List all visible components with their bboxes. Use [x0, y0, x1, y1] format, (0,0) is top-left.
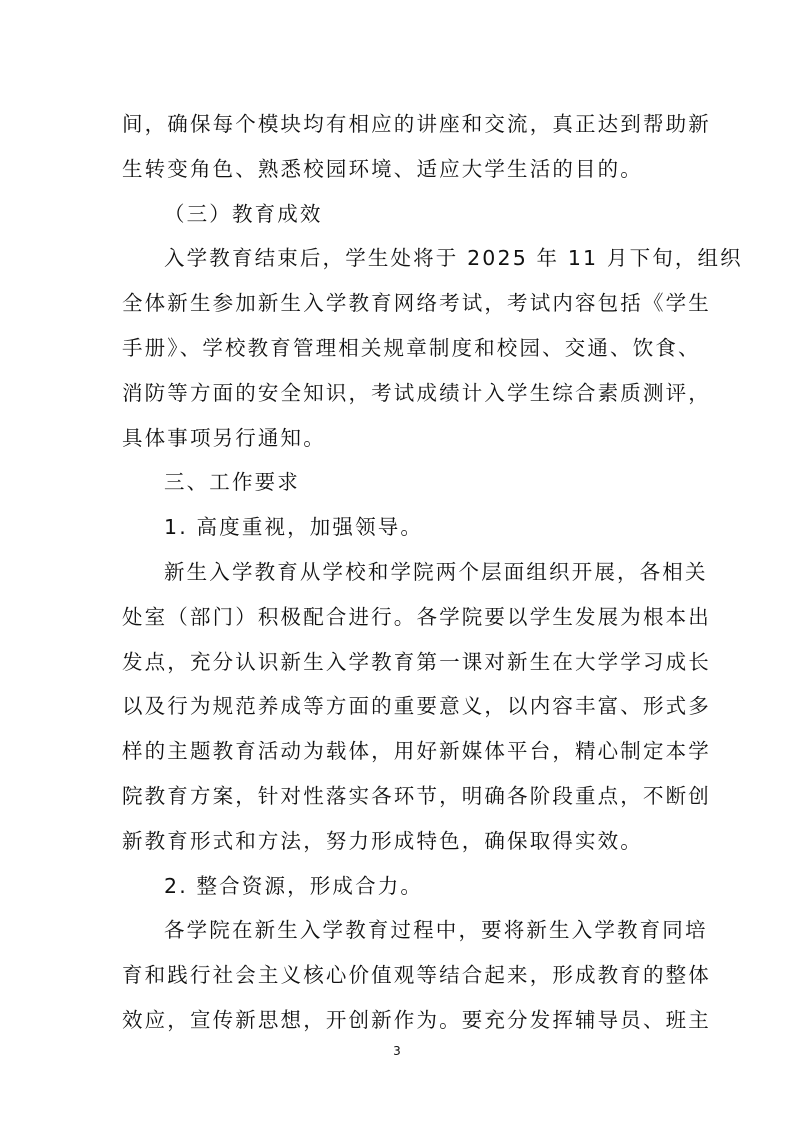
paragraph-line: 消防等方面的安全知识，考试成绩计入学生综合素质测评，	[122, 380, 711, 405]
paragraph-line: 发点，充分认识新生入学教育第一课对新生在大学学习成长	[122, 649, 711, 674]
paragraph-line: 样的主题教育活动为载体，用好新媒体平台，精心制定本学	[122, 739, 711, 764]
paragraph-line: 具体事项另行通知。	[122, 425, 326, 450]
paragraph-line: 以及行为规范养成等方面的重要意义，以内容丰富、形式多	[122, 694, 711, 719]
paragraph-line: 入学教育结束后，学生处将于 2025 年 11 月下旬，组织	[164, 246, 743, 271]
paragraph-line: 手册》、学校教育管理相关规章制度和校园、交通、饮食、	[122, 335, 701, 360]
paragraph-line: 全体新生参加新生入学教育网络考试，考试内容包括《学生	[122, 291, 711, 316]
section-heading: （三）教育成效	[164, 201, 323, 226]
paragraph-line: 处室（部门）积极配合进行。各学院要以学生发展为根本出	[122, 604, 711, 629]
paragraph-line: 新生入学教育从学校和学院两个层面组织开展，各相关	[164, 559, 708, 584]
body-text	[122, 102, 743, 1043]
paragraph-line: 生转变角色、熟悉校园环境、适应大学生活的目的。	[122, 156, 643, 181]
paragraph-line: 效应，宣传新思想，开创新作为。要充分发挥辅导员、班主	[122, 1007, 711, 1032]
section-heading: 三、工作要求	[164, 470, 300, 495]
paragraph-line: 育和践行社会主义核心价值观等结合起来，形成教育的整体	[122, 963, 711, 988]
paragraph-line: 新教育形式和方法，努力形成特色，确保取得实效。	[122, 828, 643, 853]
page-number: 3	[393, 1044, 401, 1058]
paragraph-line: 间，确保每个模块均有相应的讲座和交流，真正达到帮助新	[122, 112, 711, 136]
subsection-heading: 2. 整合资源，形成合力。	[164, 873, 424, 898]
paragraph-line: 各学院在新生入学教育过程中，要将新生入学教育同培	[164, 918, 708, 943]
paragraph-line: 院教育方案，针对性落实各环节，明确各阶段重点，不断创	[122, 783, 711, 808]
subsection-heading: 1. 高度重视，加强领导。	[164, 515, 424, 540]
